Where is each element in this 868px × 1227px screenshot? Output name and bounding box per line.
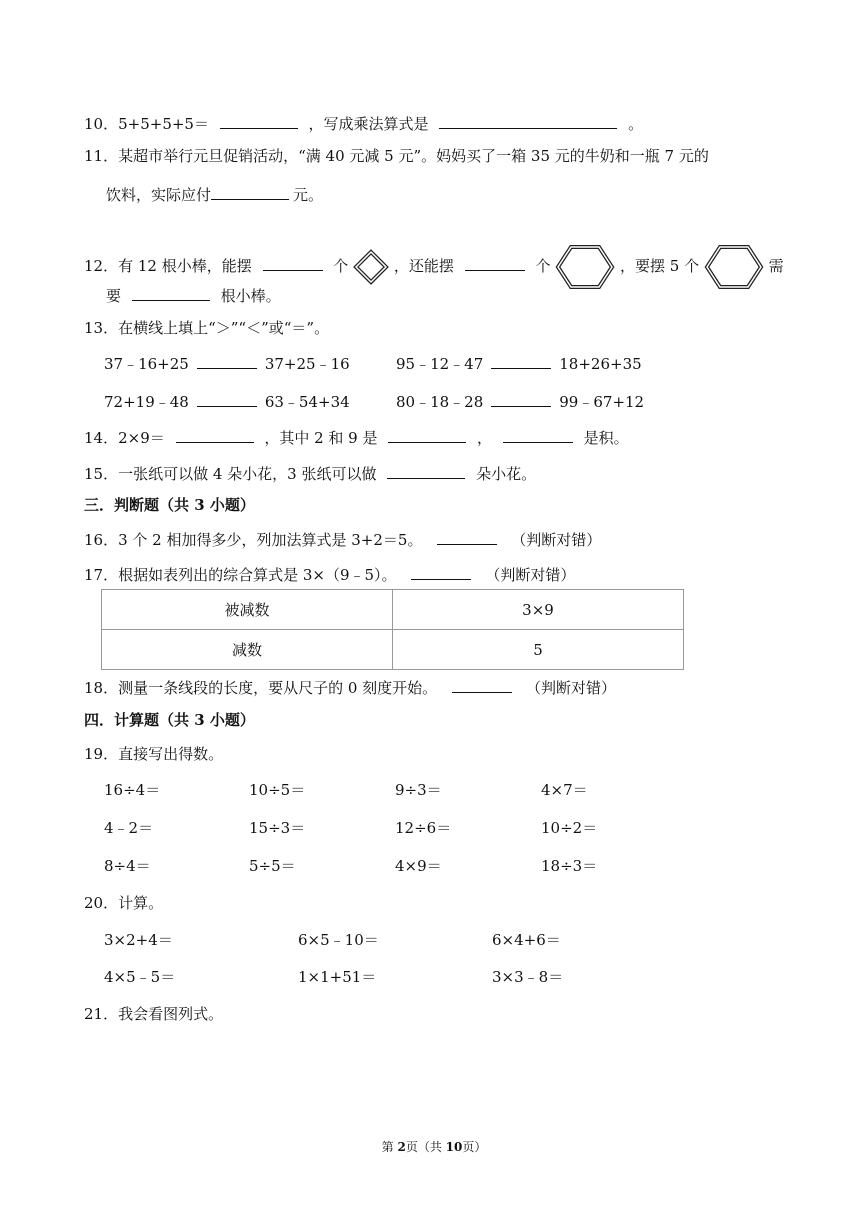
q13-item bbox=[396, 390, 644, 412]
q19-item: 5÷5＝ bbox=[249, 857, 296, 875]
question-12-line2 bbox=[106, 284, 281, 306]
q10-text: ，写成乘法算式是 bbox=[308, 115, 429, 133]
q12-line2a: 要 bbox=[106, 287, 122, 305]
q11-line2b: 元。 bbox=[293, 186, 324, 204]
q13-item-right: 99﹣67+12 bbox=[559, 393, 645, 411]
question-15 bbox=[84, 462, 536, 484]
hexagon-stick-icon bbox=[555, 244, 615, 290]
q13-compare-blank[interactable] bbox=[491, 390, 551, 407]
q13-compare-blank[interactable] bbox=[197, 352, 257, 369]
q19-item: 10÷5＝ bbox=[249, 781, 306, 799]
q13-text: 在横线上填上“＞”“＜”或“＝”。 bbox=[118, 319, 330, 337]
q19-text: 直接写出得数。 bbox=[118, 745, 224, 763]
q18-text: 测量一条线段的长度，要从尺子的 0 刻度开始。 bbox=[118, 679, 438, 697]
footer-text: 页（共 bbox=[405, 1140, 446, 1154]
q13-compare-blank[interactable] bbox=[491, 352, 551, 369]
q19-item: 16÷4＝ bbox=[104, 781, 161, 799]
table-cell: 减数 bbox=[102, 630, 393, 670]
q13-item-left: 80﹣18﹣28 bbox=[396, 393, 484, 411]
q20-item: 1×1+51＝ bbox=[298, 968, 377, 986]
q10-end: 。 bbox=[628, 115, 644, 133]
q13-item bbox=[396, 352, 642, 374]
q20-item: 3×2+4＝ bbox=[104, 931, 173, 949]
q19-item: 4×7＝ bbox=[541, 781, 588, 799]
square-stick-icon bbox=[353, 249, 389, 285]
q13-item-left: 37﹣16+25 bbox=[104, 355, 189, 373]
q14-result-blank[interactable] bbox=[503, 426, 573, 443]
question-19 bbox=[84, 744, 223, 764]
q10-number: 10． bbox=[84, 115, 119, 133]
question-11 bbox=[84, 146, 709, 166]
q14-factor-blank[interactable] bbox=[388, 426, 466, 443]
q16-number: 16． bbox=[84, 531, 119, 549]
q12-text-a: 有 12 根小棒，能摆 bbox=[118, 257, 252, 275]
question-17 bbox=[84, 563, 575, 585]
q13-number: 13． bbox=[84, 319, 119, 337]
q13-item bbox=[104, 352, 350, 374]
q15-text-a: 一张纸可以做 4 朵小花，3 张纸可以做 bbox=[118, 465, 377, 483]
q12-sticks-blank[interactable] bbox=[132, 284, 210, 301]
q13-item bbox=[104, 390, 350, 412]
table-cell: 5 bbox=[393, 630, 684, 670]
footer-total-pages: 10 bbox=[445, 1140, 463, 1154]
q19-item: 10÷2＝ bbox=[541, 819, 598, 837]
q19-item: 4×9＝ bbox=[395, 857, 442, 875]
question-18 bbox=[84, 676, 616, 698]
q19-item: 8÷4＝ bbox=[104, 857, 151, 875]
question-14 bbox=[84, 426, 629, 448]
q15-answer-blank[interactable] bbox=[387, 462, 465, 479]
question-11-line2 bbox=[106, 183, 323, 205]
q18-judge-blank[interactable] bbox=[452, 676, 512, 693]
q11-answer-blank[interactable] bbox=[211, 183, 289, 200]
q19-number: 19． bbox=[84, 745, 119, 763]
q20-item: 3×3﹣8＝ bbox=[492, 968, 564, 986]
q14-text-b: ，其中 2 和 9 是 bbox=[264, 429, 378, 447]
q12-line2b: 根小棒。 bbox=[220, 287, 281, 305]
q11-line1: 某超市举行元旦促销活动，“满 40 元减 5 元”。妈妈买了一箱 35 元的牛奶和一瓶 7 元的 bbox=[118, 147, 709, 165]
q19-item: 18÷3＝ bbox=[541, 857, 598, 875]
table-row bbox=[102, 630, 684, 670]
q14-text-d: 是积。 bbox=[583, 429, 629, 447]
q16-hint: （判断对错） bbox=[511, 531, 602, 549]
q10-answer-blank[interactable] bbox=[220, 112, 298, 129]
q20-item: 4×5﹣5＝ bbox=[104, 968, 176, 986]
q13-item-left: 95﹣12﹣47 bbox=[396, 355, 484, 373]
footer-text: 第 bbox=[381, 1140, 398, 1154]
q11-line2a: 饮料，实际应付 bbox=[106, 186, 212, 204]
question-20 bbox=[84, 893, 163, 913]
q17-hint: （判断对错） bbox=[485, 566, 576, 584]
q19-item: 9÷3＝ bbox=[395, 781, 442, 799]
q11-number: 11． bbox=[84, 147, 119, 165]
q12-text-d: 个 bbox=[535, 257, 551, 275]
q15-number: 15． bbox=[84, 465, 119, 483]
q16-judge-blank[interactable] bbox=[437, 528, 497, 545]
q14-product-blank[interactable] bbox=[176, 426, 254, 443]
q17-text: 根据如表列出的综合算式是 3×（9﹣5）。 bbox=[118, 566, 397, 584]
q14-text-a: 2×9＝ bbox=[118, 429, 165, 447]
question-10 bbox=[84, 112, 643, 134]
q21-text: 我会看图列式。 bbox=[118, 1005, 224, 1023]
question-16 bbox=[84, 528, 601, 550]
q12-square-count-blank[interactable] bbox=[263, 254, 323, 271]
page-footer bbox=[0, 1138, 868, 1155]
question-13 bbox=[84, 318, 329, 338]
footer-text: 页） bbox=[462, 1140, 487, 1154]
q20-item: 6×5﹣10＝ bbox=[298, 931, 379, 949]
q17-number: 17． bbox=[84, 566, 119, 584]
hexagon-stick-icon bbox=[704, 244, 764, 290]
table-row bbox=[102, 590, 684, 630]
section-title-calculation: 四．计算题（共 3 小题） bbox=[84, 711, 255, 729]
q12-text-e: ，要摆 5 个 bbox=[620, 257, 700, 275]
q13-item-right: 37+25﹣16 bbox=[264, 355, 350, 373]
table-cell: 被减数 bbox=[102, 590, 393, 630]
q18-number: 18． bbox=[84, 679, 119, 697]
q10-multiplication-blank[interactable] bbox=[439, 112, 617, 129]
q12-text-b: 个 bbox=[333, 257, 349, 275]
q13-item-left: 72+19﹣48 bbox=[104, 393, 189, 411]
q10-expression: 5+5+5+5＝ bbox=[118, 115, 209, 133]
q13-compare-blank[interactable] bbox=[197, 390, 257, 407]
footer-page-number: 2 bbox=[397, 1140, 406, 1154]
q17-table bbox=[101, 589, 684, 670]
q15-text-b: 朵小花。 bbox=[476, 465, 537, 483]
q20-number: 20． bbox=[84, 894, 119, 912]
q18-hint: （判断对错） bbox=[525, 679, 616, 697]
q14-number: 14． bbox=[84, 429, 119, 447]
q21-number: 21． bbox=[84, 1005, 119, 1023]
q12-text-c: ，还能摆 bbox=[393, 257, 454, 275]
q13-item-right: 63﹣54+34 bbox=[264, 393, 350, 411]
q17-judge-blank[interactable] bbox=[411, 563, 471, 580]
table-cell: 3×9 bbox=[393, 590, 684, 630]
section-title-judgement: 三．判断题（共 3 小题） bbox=[84, 496, 255, 514]
q12-hexagon-count-blank[interactable] bbox=[465, 254, 525, 271]
q19-item: 12÷6＝ bbox=[395, 819, 452, 837]
q16-text: 3 个 2 相加得多少，列加法算式是 3+2＝5。 bbox=[118, 531, 423, 549]
q20-text: 计算。 bbox=[118, 894, 164, 912]
q14-text-c: ， bbox=[477, 429, 493, 447]
question-21 bbox=[84, 1004, 223, 1024]
q20-item: 6×4+6＝ bbox=[492, 931, 561, 949]
q19-item: 15÷3＝ bbox=[249, 819, 306, 837]
q12-text-f: 需 bbox=[768, 257, 784, 275]
q12-number: 12． bbox=[84, 257, 119, 275]
q19-item: 4﹣2＝ bbox=[104, 819, 154, 837]
q13-item-right: 18+26+35 bbox=[559, 355, 642, 373]
